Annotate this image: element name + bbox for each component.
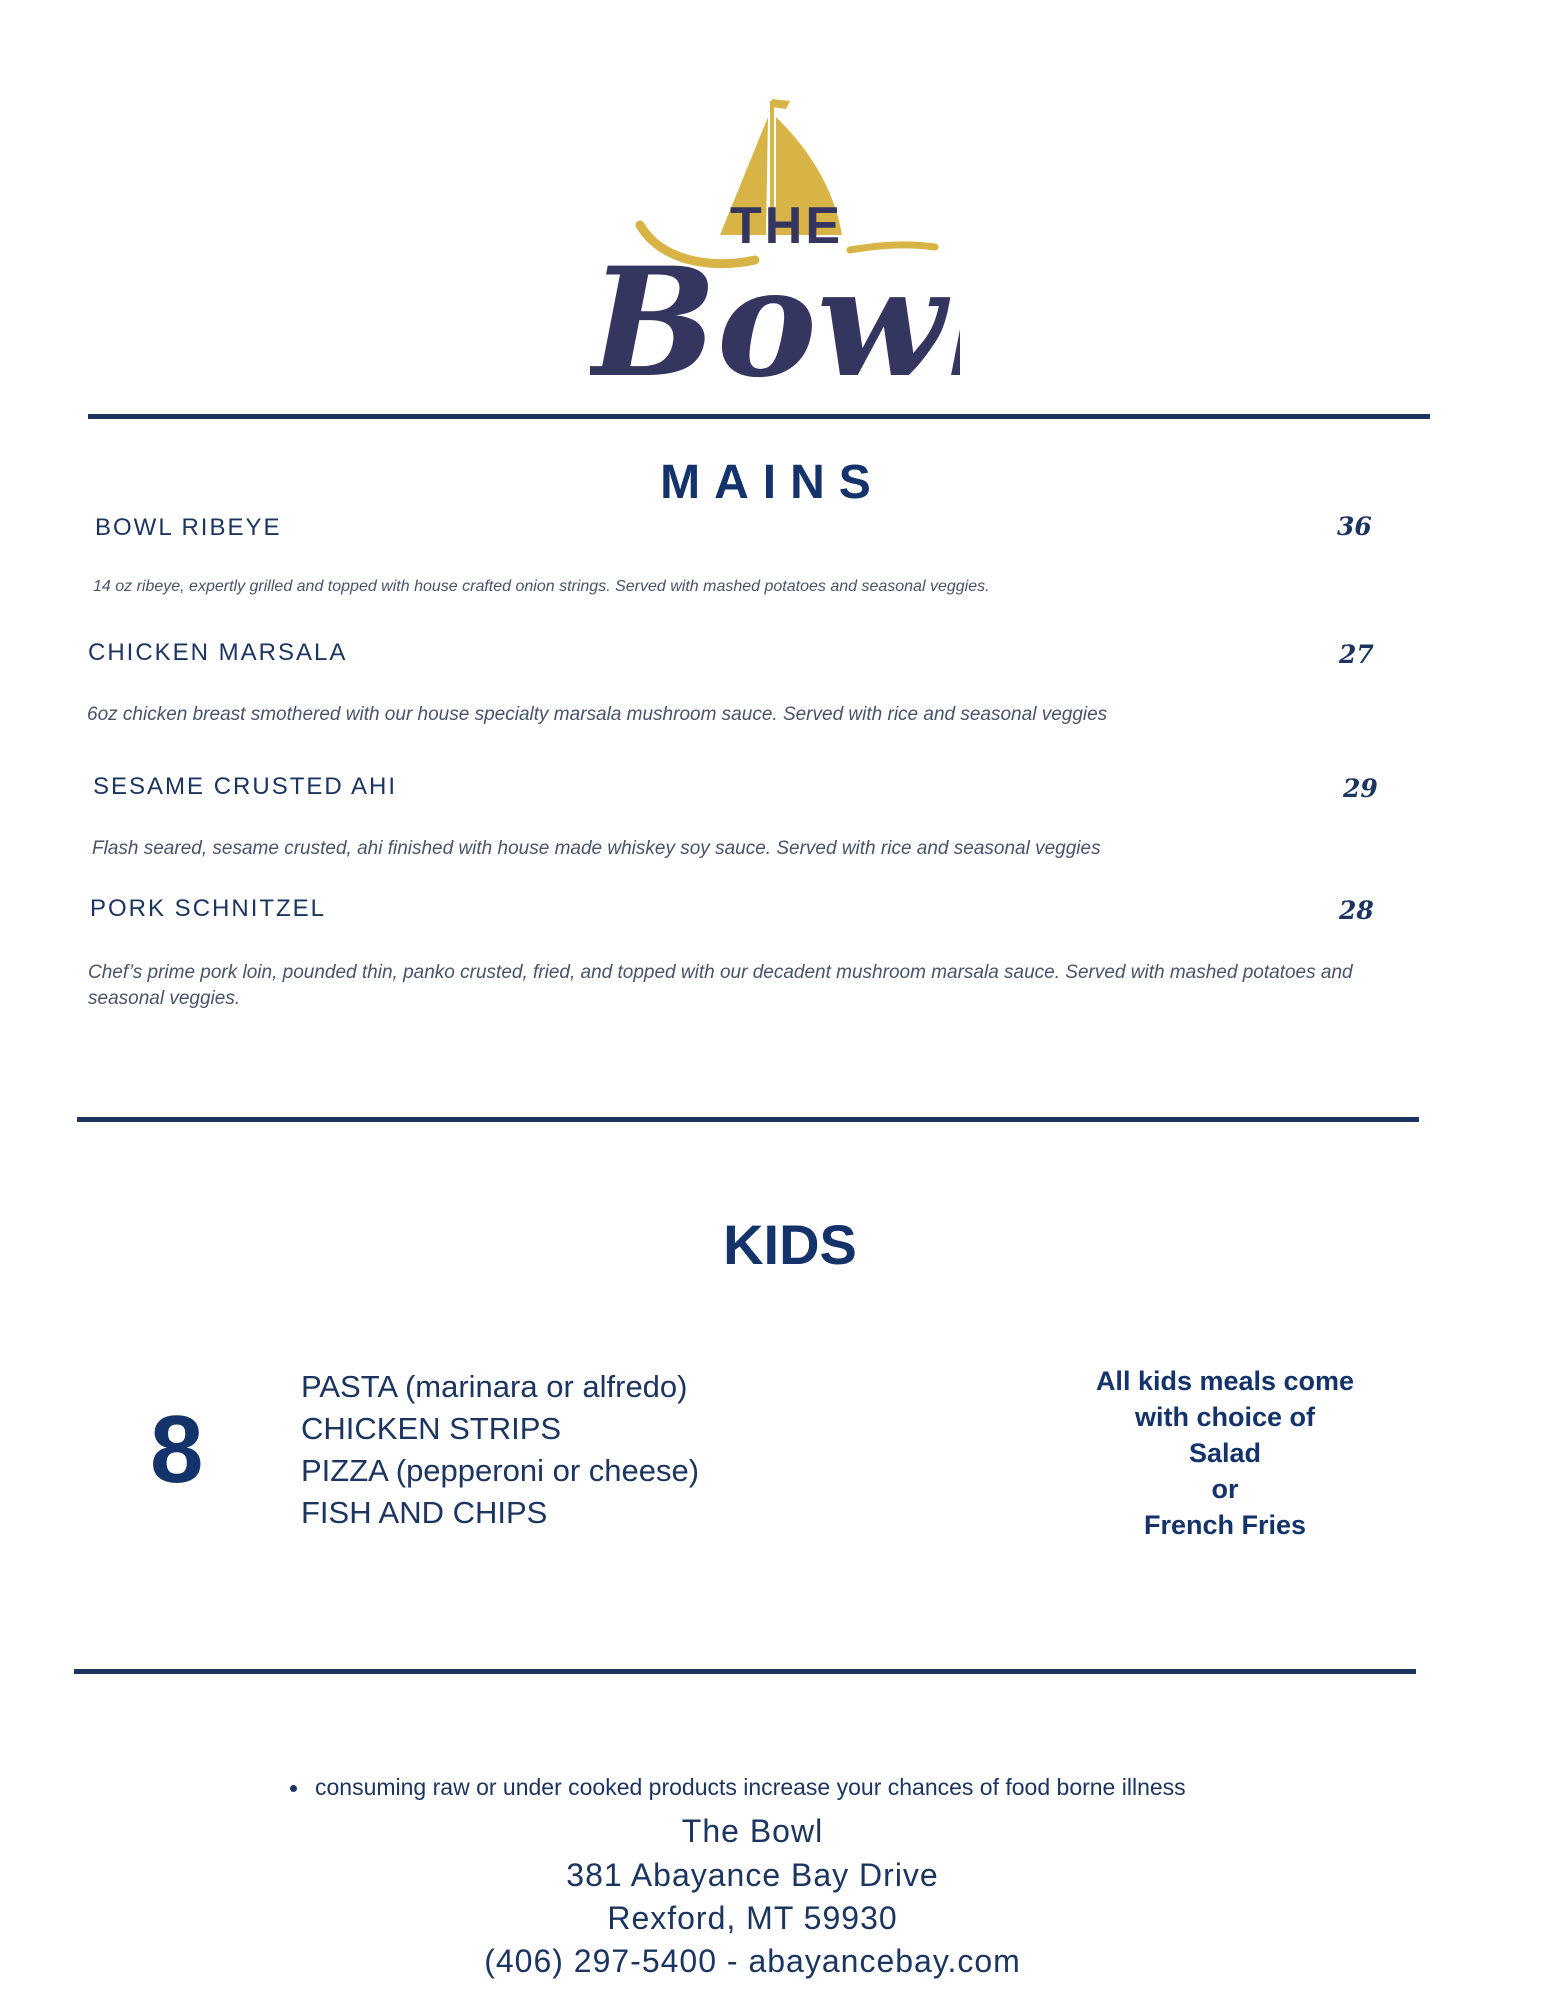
kids-item: FISH AND CHIPS xyxy=(301,1495,548,1530)
menu-item-price: 28 xyxy=(1339,896,1374,925)
menu-item-name: PORK SCHNITZEL xyxy=(90,895,327,922)
mains-heading: MAINS xyxy=(660,456,885,509)
kids-note-line: Salad xyxy=(1188,1438,1262,1468)
kids-item: CHICKEN STRIPS xyxy=(301,1411,562,1446)
menu-item-price: 27 xyxy=(1339,640,1374,669)
divider-top xyxy=(88,414,1430,419)
bullet-icon xyxy=(290,1785,297,1792)
menu-item-description: 14 oz ribeye, expertly grilled and topped with house crafted onion strings. Served with mashed potatoes and seasonal veggies. xyxy=(93,578,990,595)
kids-note-line: or xyxy=(1211,1474,1239,1504)
menu-item-name: BOWL RIBEYE xyxy=(95,514,282,541)
menu-item-name: CHICKEN MARSALA xyxy=(88,639,348,666)
kids-item: PASTA (marinara or alfredo) xyxy=(301,1369,688,1404)
logo-graphic xyxy=(590,95,960,415)
logo-small-text: THE xyxy=(730,197,843,255)
menu-item-description: 6oz chicken breast smothered with our house specialty marsala mushroom sauce. Served with rice and seasonal veggies xyxy=(87,704,1108,725)
restaurant-logo xyxy=(590,95,960,415)
footer-city: Rexford, MT 59930 xyxy=(607,1900,898,1936)
food-safety-disclaimer xyxy=(290,1774,1186,1801)
menu-item-name: SESAME CRUSTED AHI xyxy=(93,773,398,800)
divider-bottom xyxy=(74,1669,1416,1674)
kids-note-line: French Fries xyxy=(1143,1510,1307,1540)
kids-note xyxy=(1070,1363,1380,1543)
footer-address: 381 Abayance Bay Drive xyxy=(566,1857,939,1893)
kids-heading: KIDS xyxy=(723,1213,857,1276)
logo-flag xyxy=(772,99,790,109)
kids-items-list xyxy=(301,1366,699,1534)
menu-item-price: 29 xyxy=(1343,774,1378,803)
kids-item: PIZZA (pepperoni or cheese) xyxy=(301,1453,700,1488)
menu-item-description: Flash seared, sesame crusted, ahi finished with house made whiskey soy sauce. Served with rice and seasonal veggies xyxy=(92,838,1101,859)
footer-restaurant-name: The Bowl xyxy=(681,1813,824,1849)
kids-note-line: with choice of xyxy=(1134,1402,1315,1432)
disclaimer-text: consuming raw or under cooked products increase your chances of food borne illness xyxy=(315,1774,1186,1800)
logo-script-text: Bow xyxy=(590,235,946,411)
divider-middle xyxy=(77,1117,1419,1122)
menu-item-description: Chef’s prime pork loin, pounded thin, panko crusted, fried, and topped with our decadent mushroom marsala sauce. Served with mashed potatoes and seasonal veggies. xyxy=(88,962,1353,1009)
kids-note-line: All kids meals come xyxy=(1095,1366,1355,1396)
menu-item-price: 36 xyxy=(1337,512,1372,541)
footer-contact: (406) 297-5400 - abayancebay.com xyxy=(484,1943,1021,1979)
kids-price: 8 xyxy=(150,1396,204,1503)
